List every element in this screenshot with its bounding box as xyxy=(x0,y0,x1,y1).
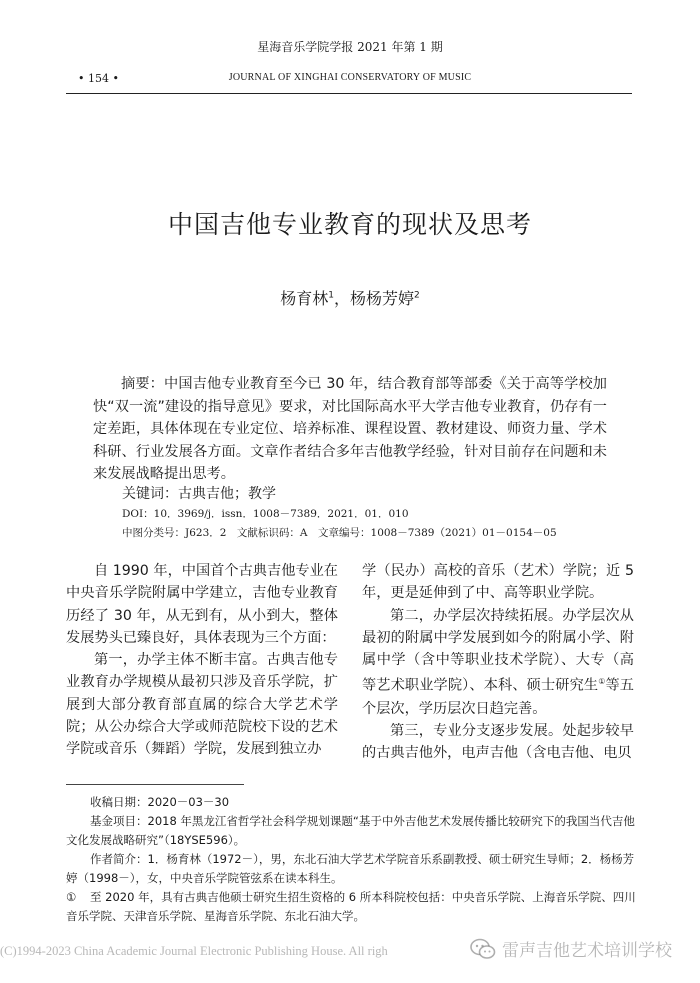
received-date: 收稿日期：2020－03－30 xyxy=(90,795,230,809)
footnote-rule xyxy=(66,784,244,785)
body-paragraph: 自 1990 年，中国首个古典吉他专业在中央音乐学院附属中学建立，吉他专业教育历经了 30 年，从无到有，从小到大，整体发展势头已臻良好，具体表现为三个方面： xyxy=(66,563,338,646)
article-title: 中国吉他专业教育的现状及思考 xyxy=(167,210,532,239)
page-number: • 154 • xyxy=(78,72,119,85)
classification-line: 中图分类号：J623．2 文献标识码：A 文章编号：1008－7389（2021）01－0154－05 xyxy=(122,527,557,539)
footnote-1 xyxy=(66,888,638,926)
fund-info: 基金项目：2018 年黑龙江省哲学社会科学规划课题“基于中外吉他艺术发展传播比较研究下的我国当代吉他文化发展战略研究”（18YSE596）。 xyxy=(66,814,635,847)
copyright-notice: (C)1994-2023 China Academic Journal Electronic Publishing House. All righ xyxy=(0,944,388,958)
author-1: 杨育林 xyxy=(280,289,329,308)
doi: DOI：10．3969/j．issn．1008－7389．2021．01．010 xyxy=(122,508,409,520)
header-rule xyxy=(66,93,632,94)
journal-title-en: JOURNAL OF XINGHAI CONSERVATORY OF MUSIC xyxy=(228,72,472,83)
author-bio: 作者简介：1．杨育林（1972－），男，东北石油大学艺术学院音乐系副教授、硕士研究生导师；2．杨杨芳婷（1998－），女，中央音乐学院管弦系在读本科生。 xyxy=(66,852,635,885)
body-right-column xyxy=(362,560,634,764)
author-2-affiliation: 2 xyxy=(414,290,420,301)
footnote-mark: ① xyxy=(66,890,77,904)
journal-title-cn: 星海音乐学院学报 2021 年第 1 期 xyxy=(257,40,443,54)
body-paragraph: 第三，专业分支逐步发展。处起步较早的古典吉他外，电声吉他（含电吉他、电贝 xyxy=(362,722,634,762)
body-text: 等五个层次，学历层次日趋完善。 xyxy=(362,678,634,717)
body-left-column xyxy=(66,560,338,761)
author-separator: ， xyxy=(333,289,350,308)
author-1-affiliation: 1 xyxy=(328,290,334,301)
body-paragraph: 第一，办学主体不断丰富。古典吉他专业教育办学规模从最初只涉及音乐学院，扩展到大部分教育部直属的综合大学艺术学院；从公办综合大学或师范院校下设的艺术学院或音乐（舞蹈）学院，发展到独立办 xyxy=(66,652,338,758)
watermark-text: 雷声吉他艺术培训学校 xyxy=(502,941,672,961)
author-line xyxy=(0,286,700,309)
body-text: 第二，办学层次持续拓展。办学层次从最初的附属中学发展到如今的附属小学、附属中学（含中等职业技术学院）、大专（高等艺术职业学院）、本科、硕士研究生 xyxy=(362,607,634,695)
wechat-icon xyxy=(470,938,496,960)
watermark xyxy=(470,936,672,961)
author-2: 杨杨芳婷 xyxy=(350,289,415,308)
abstract: 摘要：中国吉他专业教育至今已 30 年，结合教育部等部委《关于高等学校加快“双一流”建设的指导意见》要求，对比国际高水平大学吉他专业教育，仍存有一定差距，具体体现在专业定位、培养标准、课程设置、教材建设、师资力量、学术科研、行业发展各方面。文章作者结合多年吉他教学经验，针对目前存在问题和未来发展战略提出思考。 xyxy=(93,376,607,482)
footnote-text: 至 2020 年，具有古典吉他硕士研究生招生资格的 6 所本科院校包括：中央音乐学院、上海音乐学院、四川音乐学院、天津音乐学院、星海音乐学院、东北石油大学。 xyxy=(66,890,636,923)
body-paragraph xyxy=(362,605,634,720)
body-paragraph: 学（民办）高校的音乐（艺术）学院；近 5 年，更是延伸到了中、高等职业学院。 xyxy=(362,563,634,602)
keywords: 关键词：古典吉他；教学 xyxy=(122,486,276,502)
footnote-ref-1[interactable]: ① xyxy=(598,677,606,687)
